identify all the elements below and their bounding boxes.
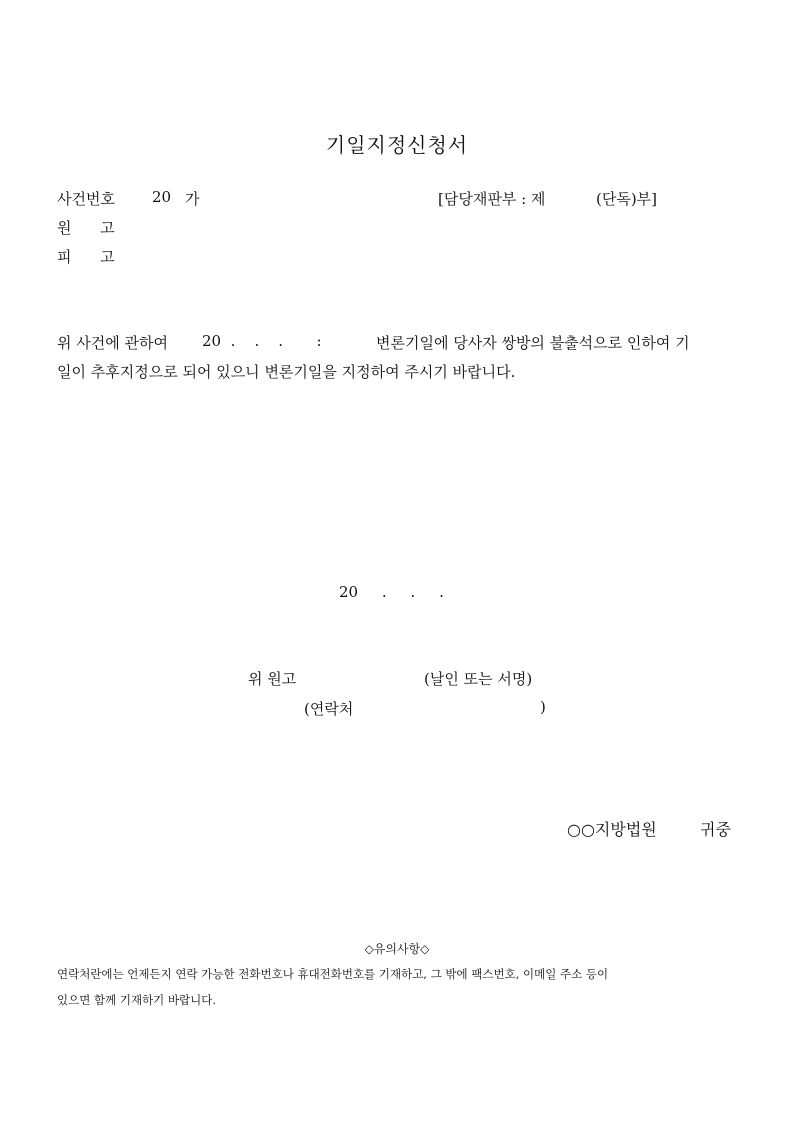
plaintiff-label: 원 고 <box>57 219 115 237</box>
case-number-label: 사건번호 <box>57 190 115 208</box>
court-name: ○○지방법원 <box>567 820 657 839</box>
contact-open: (연락처 <box>304 700 354 718</box>
applicant-label: 위 원고 <box>248 670 297 688</box>
notice-title: ◇유의사항◇ <box>364 942 430 956</box>
defendant-label: 피 고 <box>57 248 115 266</box>
case-number-type: 가 <box>185 190 200 208</box>
body-line-2: 일이 추후지정으로 되어 있으니 변론기일을 지정하여 주시기 바랍니다. <box>57 363 516 381</box>
seal-or-signature: (날인 또는 서명) <box>424 670 533 688</box>
application-date: 20 . . . <box>339 583 444 601</box>
body-line-1-date: 20 . . . : <box>202 332 322 350</box>
tribunal-close: (단독)부] <box>596 190 658 208</box>
contact-close: ) <box>540 698 546 716</box>
body-line-1-suffix: 변론기일에 당사자 쌍방의 불출석으로 인하여 기 <box>376 334 690 352</box>
notice-line-2: 있으면 함께 기재하기 바랍니다. <box>57 993 217 1007</box>
notice-line-1: 연락처란에는 언제든지 연락 가능한 전화번호나 휴대전화번호를 기재하고, 그 밖에 팩스번호, 이메일 주소 등이 <box>57 967 609 981</box>
body-line-1-prefix: 위 사건에 관하여 <box>57 334 168 352</box>
court-honorific: 귀중 <box>700 820 731 839</box>
tribunal-open: [담당재판부 : 제 <box>438 190 546 208</box>
document-title: 기일지정신청서 <box>325 133 469 157</box>
case-number-year: 20 <box>152 188 172 206</box>
